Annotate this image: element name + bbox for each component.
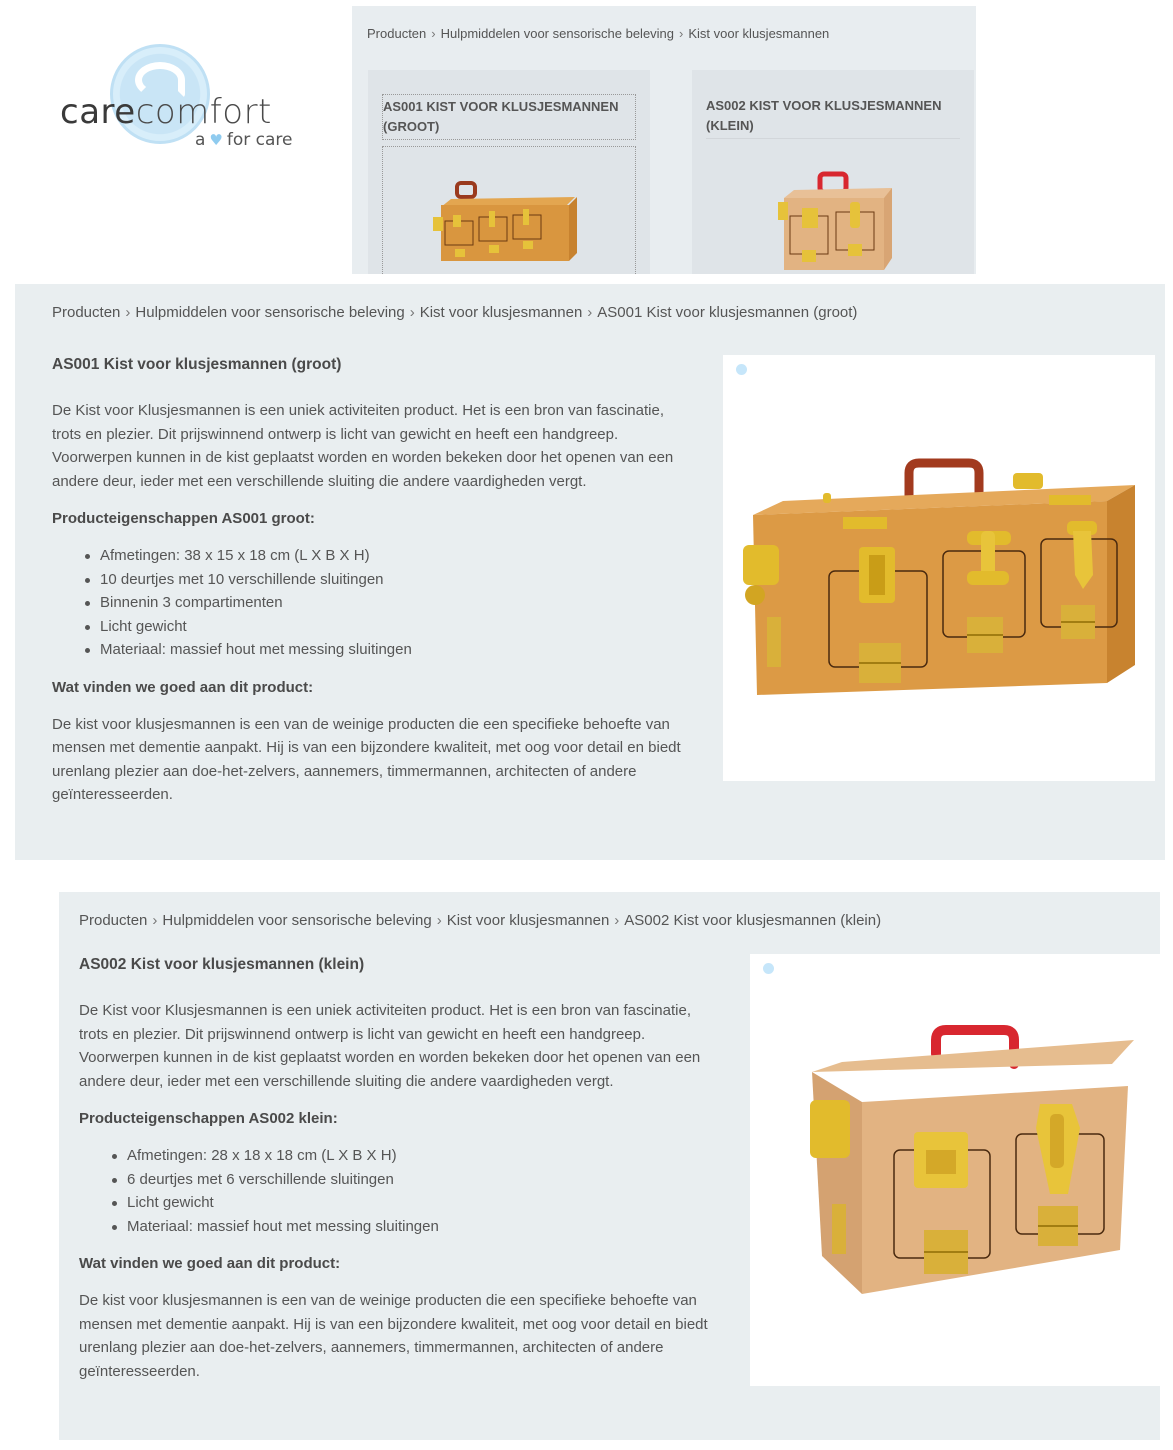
breadcrumb-item-kist[interactable]: Kist voor klusjesmannen: [446, 912, 610, 929]
property-item: 10 deurtjes met 10 verschillende sluitingen: [82, 568, 692, 592]
product-content: [52, 356, 692, 824]
property-item: Materiaal: massief hout met messing sluitingen: [82, 638, 692, 662]
properties-heading: Producteigenschappen AS001 groot:: [52, 510, 315, 527]
breadcrumb-separator: ›: [409, 304, 415, 321]
breadcrumb: [79, 912, 881, 929]
gallery-indicator-dot[interactable]: [763, 963, 774, 974]
breadcrumb-item-sensorisch[interactable]: Hulpmiddelen voor sensorische beleving: [135, 304, 405, 321]
breadcrumb: [367, 26, 829, 41]
heart-icon: ♥: [209, 131, 223, 149]
property-item: Licht gewicht: [82, 615, 692, 639]
breadcrumb-item-current: AS001 Kist voor klusjesmannen (groot): [597, 304, 858, 321]
breadcrumb-separator: ›: [431, 26, 436, 41]
breadcrumb-separator: ›: [614, 912, 620, 929]
product-image-gallery[interactable]: [723, 355, 1155, 781]
property-item: Binnenin 3 compartimenten: [82, 591, 692, 615]
product-card-image-link[interactable]: [382, 146, 636, 274]
breadcrumb-separator: ›: [679, 26, 684, 41]
product-title: AS001 Kist voor klusjesmannen (groot): [52, 356, 342, 373]
carecomfort-logo[interactable]: [55, 40, 305, 160]
category-listing-panel: [352, 6, 976, 274]
why-heading: Wat vinden we goed aan dit product:: [52, 678, 314, 696]
breadcrumb-separator: ›: [125, 304, 131, 321]
why-text: De kist voor klusjesmannen is een van de weinige producten die een specifieke behoefte van mensen met dementie aanpakt. Hij is van een bijzondere kwaliteit, met oog voor detail en biedt urenlang plezier aan doe-het-zelvers, aannemers, timmermannen, architecten of andere geïnteresseerden.: [52, 715, 681, 803]
product-card-as002[interactable]: [692, 70, 974, 274]
breadcrumb-item-sensorisch[interactable]: Hulpmiddelen voor sensorische beleving: [162, 912, 432, 929]
property-item: Afmetingen: 38 x 15 x 18 cm (L X B X H): [82, 544, 692, 568]
breadcrumb-item-producten[interactable]: Producten: [367, 26, 427, 41]
properties-list: [109, 1144, 709, 1238]
breadcrumb: [52, 304, 857, 321]
product-description: De Kist voor Klusjesmannen is een uniek activiteiten product. Het is een bron van fascinatie, trots en plezier. Dit prijswinnend ontwerp is licht van gewicht en heeft een handgreep. Voorwerpen kunnen in de kist geplaatst worden en worden bekeken door het openen van een andere deur, ieder met een verschillende sluiting die andere vaardigheden vergt.: [52, 402, 674, 490]
property-item: 6 deurtjes met 6 verschillende sluitingen: [109, 1168, 709, 1192]
breadcrumb-item-current: AS002 Kist voor klusjesmannen (klein): [624, 912, 882, 929]
property-item: Afmetingen: 28 x 18 x 18 cm (L X B X H): [109, 1144, 709, 1168]
product-title: AS002 Kist voor klusjesmannen (klein): [79, 956, 365, 973]
product-card-title[interactable]: AS001 KIST VOOR KLUSJESMANNEN (GROOT): [382, 94, 636, 140]
properties-list: [82, 544, 692, 662]
properties-heading: Producteigenschappen AS002 klein:: [79, 1110, 338, 1127]
breadcrumb-separator: ›: [436, 912, 442, 929]
why-heading: Wat vinden we goed aan dit product:: [79, 1255, 341, 1272]
breadcrumb-item-producten[interactable]: Producten: [79, 912, 148, 929]
large-wooden-box-image: [383, 147, 637, 274]
small-wooden-box-image: [706, 146, 960, 274]
why-text: De kist voor klusjesmannen is een van de weinige producten die een specifieke behoefte van mensen met dementie aanpakt. Hij is van een bijzondere kwaliteit, met oog voor detail en biedt urenlang plezier aan doe-het-zelvers, aannemers, timmermannen, architecten of andere geïnteresseerden.: [79, 1292, 708, 1380]
product-content: [79, 956, 709, 1400]
breadcrumb-item-sensorisch[interactable]: Hulpmiddelen voor sensorische beleving: [440, 26, 675, 41]
breadcrumb-item-producten[interactable]: Producten: [52, 304, 121, 321]
breadcrumb-separator: ›: [152, 912, 158, 929]
logo-wordmark: carecomfort: [60, 92, 272, 132]
product-detail-as001: [15, 284, 1165, 860]
property-item: Materiaal: massief hout met messing sluitingen: [109, 1215, 709, 1239]
small-wooden-box-image: [750, 954, 1160, 1386]
product-image-gallery[interactable]: [750, 954, 1160, 1386]
product-card-as001[interactable]: [368, 70, 650, 274]
property-item: Licht gewicht: [109, 1191, 709, 1215]
product-detail-as002: [59, 892, 1160, 1440]
breadcrumb-item-current: Kist voor klusjesmannen: [688, 26, 830, 41]
breadcrumb-separator: ›: [587, 304, 593, 321]
breadcrumb-item-kist[interactable]: Kist voor klusjesmannen: [419, 304, 583, 321]
large-wooden-box-image: [723, 355, 1155, 781]
gallery-indicator-dot[interactable]: [736, 364, 747, 375]
product-description: De Kist voor Klusjesmannen is een uniek activiteiten product. Het is een bron van fascinatie, trots en plezier. Dit prijswinnend ontwerp is licht van gewicht en heeft een handgreep. Voorwerpen kunnen in de kist geplaatst worden en worden bekeken door het openen van een andere deur, ieder met een verschillende sluiting die andere vaardigheden vergt.: [79, 1002, 701, 1090]
product-card-image-link[interactable]: [706, 146, 960, 274]
product-card-title[interactable]: AS002 KIST VOOR KLUSJESMANNEN (KLEIN): [706, 94, 960, 139]
logo-tagline: a ♥ for care: [195, 130, 293, 150]
